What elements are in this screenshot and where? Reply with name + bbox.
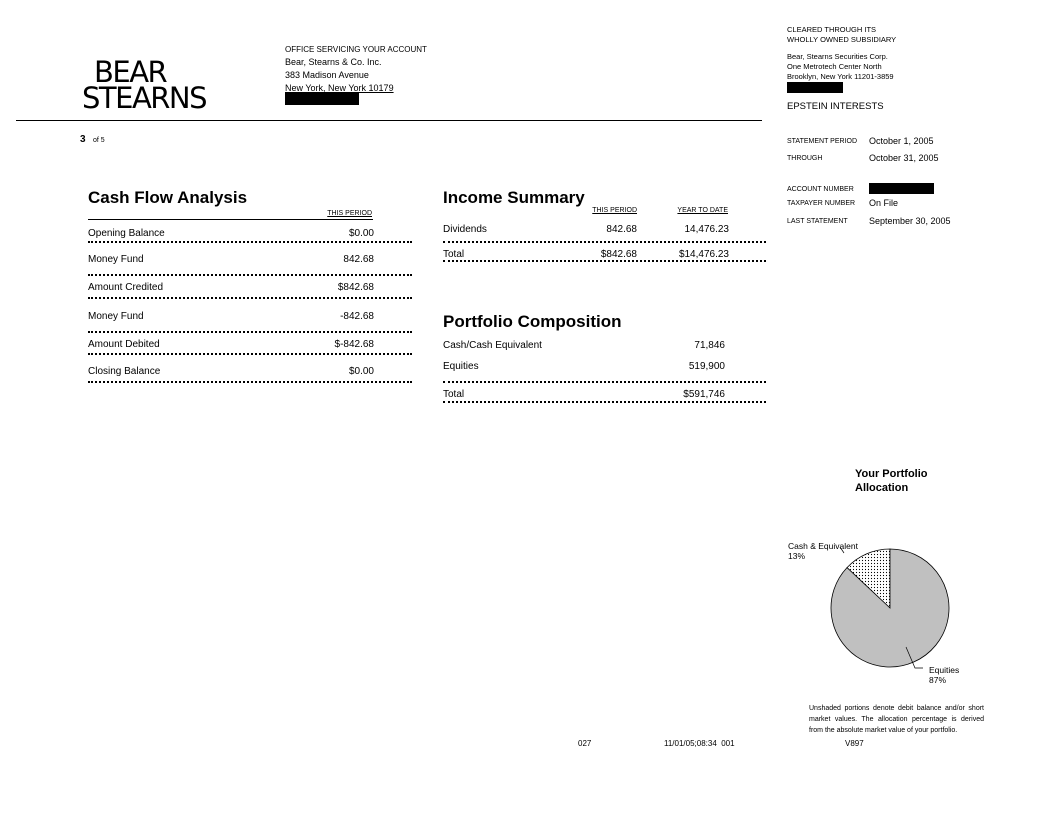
dotted-divider <box>88 353 412 355</box>
row-label: Dividends <box>443 224 487 235</box>
footer-version: V897 <box>845 739 864 748</box>
through-label: THROUGH <box>787 155 823 162</box>
page-of: of 5 <box>93 137 105 144</box>
office-address <box>285 43 427 95</box>
cash-flow-row <box>88 366 374 377</box>
allocation-pie-chart <box>780 535 1000 695</box>
row-label: Opening Balance <box>88 228 165 239</box>
clearing-info <box>787 25 927 82</box>
row-label: Total <box>443 249 465 260</box>
equities-label: Equities <box>929 665 960 675</box>
account-label: ACCOUNT NUMBER <box>787 186 854 193</box>
dotted-divider <box>443 381 766 383</box>
income-row <box>443 224 729 235</box>
clearing-corp: Bear, Stearns Securities Corp. <box>787 52 888 61</box>
row-label: Amount Credited <box>88 282 164 293</box>
dotted-divider <box>88 381 412 383</box>
cash-percent: 13% <box>788 551 806 561</box>
allocation-title-line2: Allocation <box>855 482 909 494</box>
taxpayer-value: On File <box>869 198 899 208</box>
row-value: 519,900 <box>688 361 725 372</box>
note-line3: from the absolute market value of your portfolio. <box>809 727 958 734</box>
row-ytd: 14,476.23 <box>684 224 729 235</box>
cash-flow-row <box>88 282 374 293</box>
through-value: October 31, 2005 <box>869 153 939 163</box>
income-summary-title: Income Summary <box>443 188 585 207</box>
redacted-block <box>285 93 359 105</box>
row-value: -842.68 <box>340 311 374 322</box>
row-value: $0.00 <box>348 366 374 377</box>
page-number: 3 <box>80 134 86 145</box>
dotted-divider <box>88 241 412 243</box>
clearing-line1: CLEARED THROUGH ITS <box>787 25 877 34</box>
cash-flow-row <box>88 254 374 265</box>
row-value: $591,746 <box>683 389 725 400</box>
note-line1: Unshaded portions denote debit balance and/or short <box>809 705 984 712</box>
cash-flow-row <box>88 339 374 350</box>
clearing-city: Brooklyn, New York 11201-3859 <box>787 72 894 81</box>
dotted-divider <box>88 297 412 299</box>
dotted-divider <box>88 331 412 333</box>
footer-code: 027 <box>578 739 592 748</box>
row-label: Money Fund <box>88 311 144 322</box>
dotted-divider <box>88 274 412 276</box>
taxpayer-label: TAXPAYER NUMBER <box>787 200 856 207</box>
last-statement-label: LAST STATEMENT <box>787 218 848 225</box>
row-value: 842.68 <box>343 254 374 265</box>
dotted-divider <box>443 260 766 262</box>
row-value: $-842.68 <box>334 339 374 350</box>
office-label: OFFICE SERVICING YOUR ACCOUNT <box>285 45 427 54</box>
row-label: Total <box>443 389 465 400</box>
page-indicator <box>80 129 105 147</box>
office-city: New York, New York 10179 <box>285 83 394 93</box>
portfolio-row <box>443 361 725 372</box>
portfolio-row <box>443 389 725 400</box>
cash-flow-row <box>88 311 374 322</box>
footer-timestamp: 11/01/05;08:34 001 <box>664 739 735 748</box>
row-label: Closing Balance <box>88 366 161 377</box>
clearing-street: One Metrotech Center North <box>787 62 882 71</box>
row-label: Money Fund <box>88 254 144 265</box>
bear-stearns-logo <box>82 55 207 115</box>
row-label: Equities <box>443 361 479 372</box>
equities-percent: 87% <box>929 675 947 685</box>
cash-flow-col-header: THIS PERIOD <box>327 210 372 217</box>
period-value: October 1, 2005 <box>869 136 934 146</box>
row-ytd: $14,476.23 <box>678 249 729 260</box>
row-value: 71,846 <box>694 340 725 351</box>
allocation-note <box>809 703 984 736</box>
cash-label: Cash & Equivalent <box>788 541 858 551</box>
income-row <box>443 249 729 260</box>
client-name: EPSTEIN INTERESTS <box>787 101 884 112</box>
logo-line-1: BEAR <box>94 55 167 89</box>
allocation-title-line1: Your Portfolio <box>855 468 928 480</box>
cash-flow-row <box>88 228 374 239</box>
note-line2: market values. The allocation percentage is derived <box>809 716 984 723</box>
redacted-block <box>787 82 843 93</box>
row-value: $0.00 <box>348 228 374 239</box>
period-label: STATEMENT PERIOD <box>787 138 858 145</box>
office-street: 383 Madison Avenue <box>285 70 369 80</box>
allocation-title <box>855 467 928 495</box>
row-label: Amount Debited <box>88 339 160 350</box>
cash-flow-title: Cash Flow Analysis <box>88 188 248 207</box>
office-name: Bear, Stearns & Co. Inc. <box>285 57 382 67</box>
last-statement-value: September 30, 2005 <box>869 216 951 226</box>
portfolio-composition-title: Portfolio Composition <box>443 312 622 331</box>
redacted-account-number <box>869 183 934 194</box>
row-value: $842.68 <box>337 282 374 293</box>
row-period: 842.68 <box>606 224 637 235</box>
dotted-divider <box>443 241 766 243</box>
portfolio-row <box>443 340 725 351</box>
cash-flow-rule <box>88 219 373 220</box>
header-rule <box>16 120 762 121</box>
logo-line-2: STEARNS <box>82 81 207 115</box>
dotted-divider <box>443 401 766 403</box>
row-period: $842.68 <box>600 249 637 260</box>
clearing-line2: WHOLLY OWNED SUBSIDIARY <box>787 35 897 44</box>
income-col-ytd: YEAR TO DATE <box>677 207 728 214</box>
income-col-this-period: THIS PERIOD <box>592 207 637 214</box>
row-label: Cash/Cash Equivalent <box>443 340 542 351</box>
